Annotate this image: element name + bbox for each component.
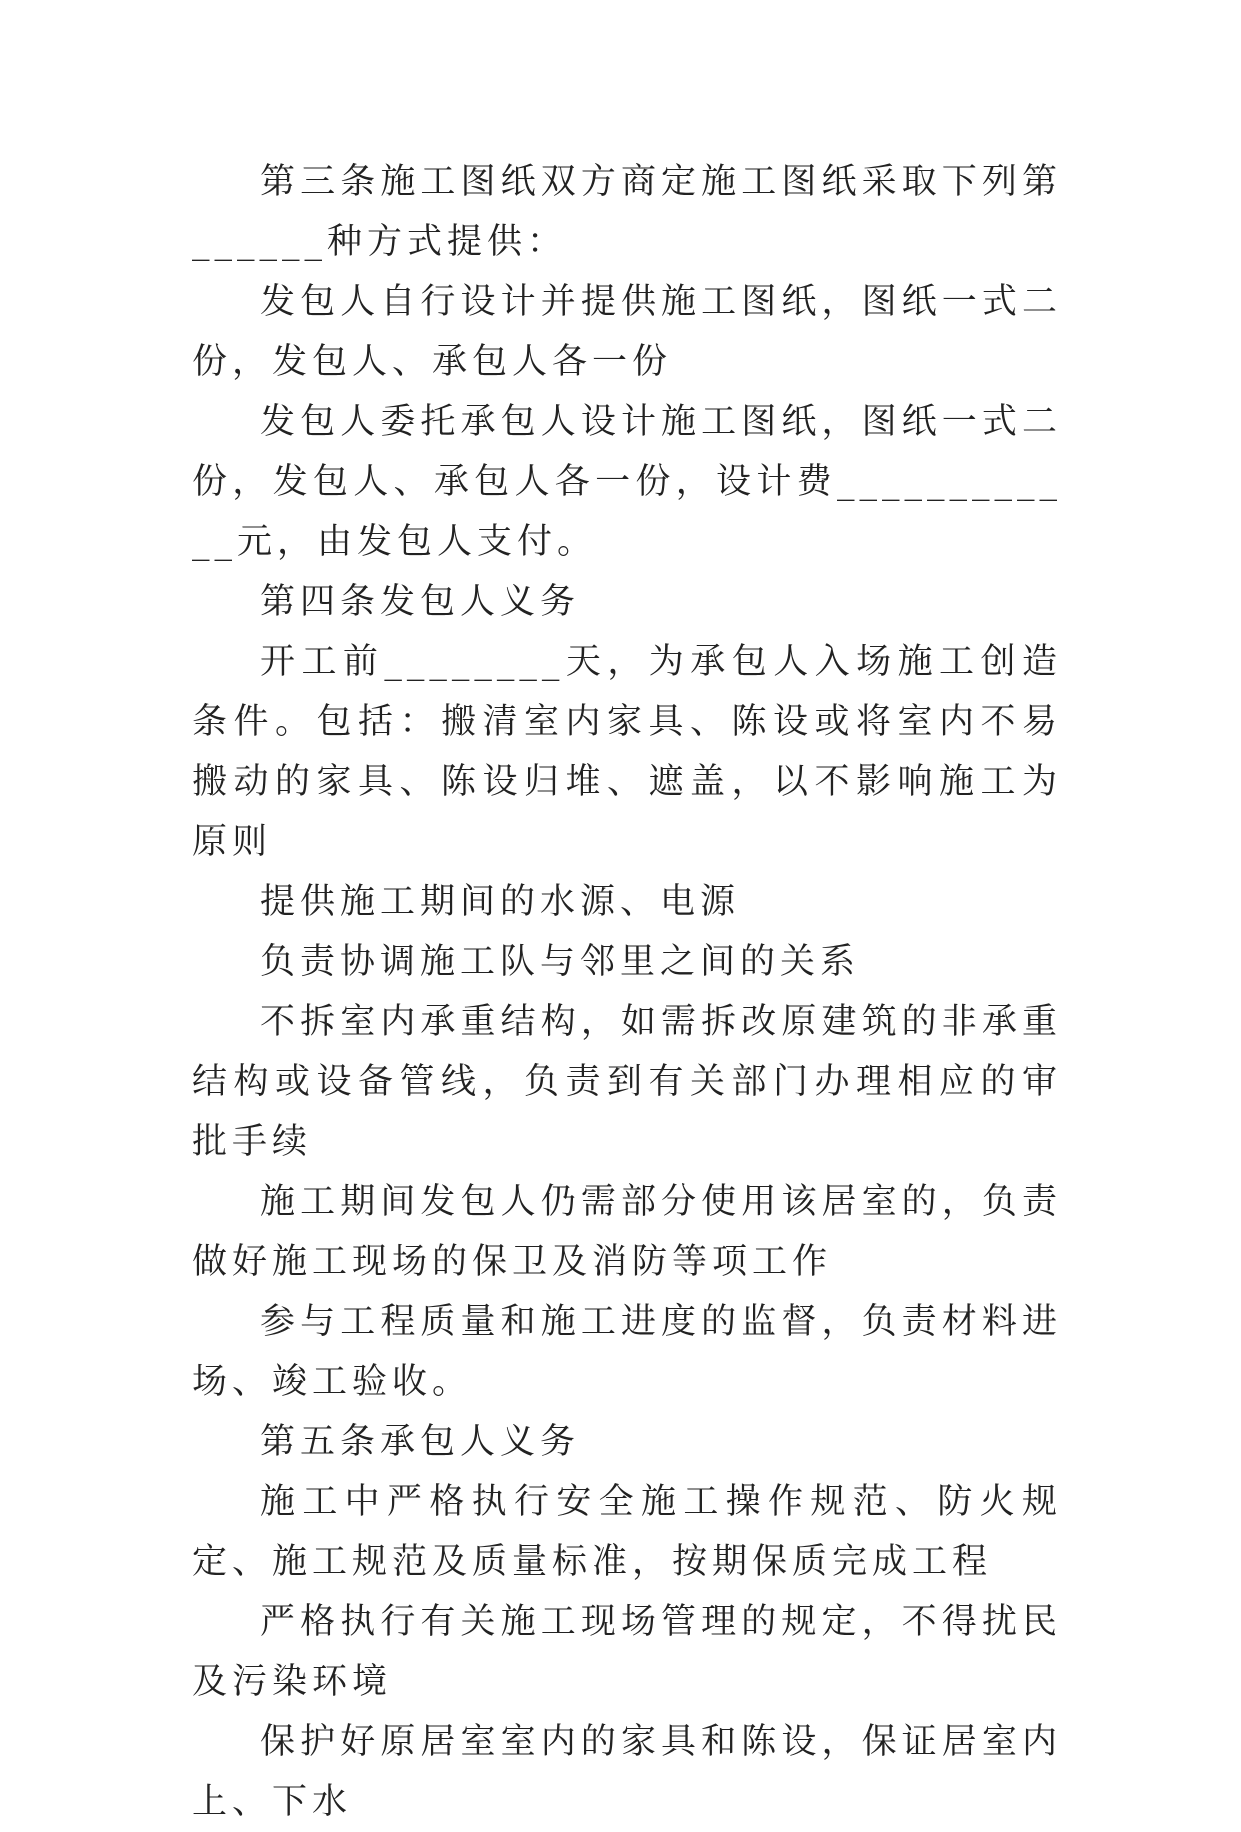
paragraph-protect-furniture: 保护好原居室室内的家具和陈设，保证居室内上、下水 — [192, 1722, 1062, 1822]
paragraph-site-management: 严格执行有关施工现场管理的规定，不得扰民及污染环境 — [192, 1602, 1062, 1702]
paragraph-safety-standards: 施工中严格执行安全施工操作规范、防火规定、施工规范及质量标准，按期保质完成工程 — [192, 1482, 1062, 1582]
heading-article-4: 第四条发包人义务 — [260, 582, 581, 622]
document-body — [192, 152, 1062, 1832]
paragraph-structure-approval: 不拆室内承重结构，如需拆改原建筑的非承重结构或设备管线，负责到有关部门办理相应的审批手续 — [192, 1002, 1062, 1162]
paragraph-neighbor-relations: 负责协调施工队与邻里之间的关系 — [260, 942, 861, 982]
paragraph-contractor-design: 发包人委托承包人设计施工图纸，图纸一式二份，发包人、承包人各一份，设计费____________元，由发包人支付。 — [192, 402, 1062, 562]
paragraph-water-power: 提供施工期间的水源、电源 — [260, 882, 741, 922]
paragraph-owner-design: 发包人自行设计并提供施工图纸，图纸一式二份，发包人、承包人各一份 — [192, 282, 1062, 382]
paragraph-supervision: 参与工程质量和施工进度的监督，负责材料进场、竣工验收。 — [192, 1302, 1062, 1402]
paragraph-site-preparation: 开工前________天，为承包人入场施工创造条件。包括：搬清室内家具、陈设或将室内不易搬动的家具、陈设归堆、遮盖，以不影响施工为原则 — [192, 642, 1062, 862]
paragraph-security-fire: 施工期间发包人仍需部分使用该居室的，负责做好施工现场的保卫及消防等项工作 — [192, 1182, 1062, 1282]
heading-article-5: 第五条承包人义务 — [260, 1422, 581, 1462]
paragraph-article-3-drawings: 第三条施工图纸双方商定施工图纸采取下列第______种方式提供： — [192, 162, 1062, 262]
